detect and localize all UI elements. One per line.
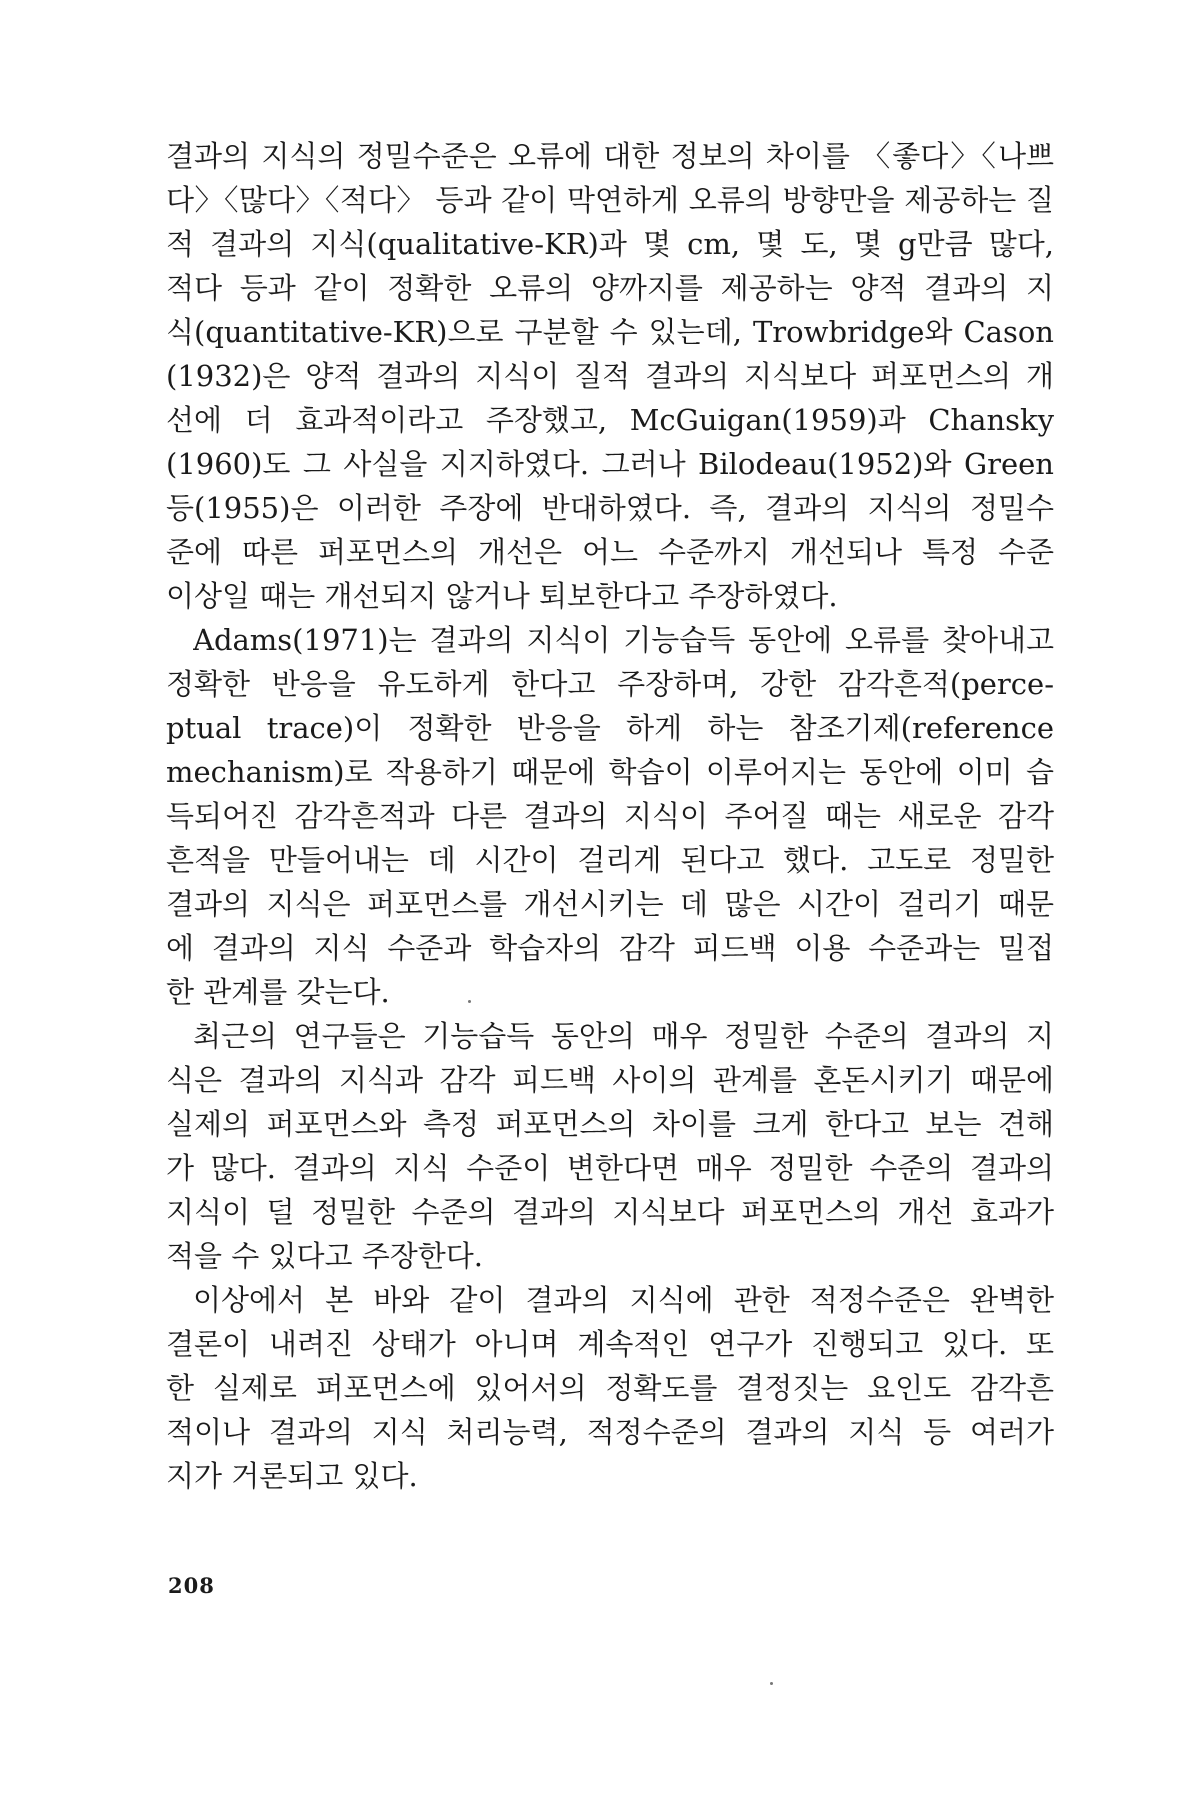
- scan-speck: [468, 1000, 471, 1003]
- text-line: 가 많다. 결과의 지식 수준이 변한다면 매우 정밀한 수준의 결과의: [166, 1151, 1054, 1185]
- text-line: 지식이 덜 정밀한 수준의 결과의 지식보다 퍼포먼스의 개선 효과가: [166, 1195, 1054, 1229]
- text-line: 흔적을 만들어내는 데 시간이 걸리게 된다고 했다. 고도로 정밀한: [166, 843, 1054, 877]
- page-number: 208: [168, 1573, 215, 1598]
- text-line: 적이나 결과의 지식 처리능력, 적정수준의 결과의 지식 등 여러가: [166, 1415, 1054, 1449]
- text-line: 식은 결과의 지식과 감각 피드백 사이의 관계를 혼돈시키기 때문에: [166, 1063, 1054, 1097]
- text-line: 등(1955)은 이러한 주장에 반대하였다. 즉, 결과의 지식의 정밀수: [166, 491, 1054, 525]
- text-line: 적을 수 있다고 주장한다.: [166, 1239, 484, 1273]
- text-line: 최근의 연구들은 기능습득 동안의 매우 정밀한 수준의 결과의 지: [193, 1019, 1054, 1053]
- text-line: 정확한 반응을 유도하게 한다고 주장하며, 강한 감각흔적(perce-: [166, 667, 1054, 701]
- text-line: 선에 더 효과적이라고 주장했고, McGuigan(1959)과 Chansky: [166, 403, 1054, 437]
- text-line: 결과의 지식은 퍼포먼스를 개선시키는 데 많은 시간이 걸리기 때문: [166, 887, 1054, 921]
- text-line: 결론이 내려진 상태가 아니며 계속적인 연구가 진행되고 있다. 또: [166, 1327, 1054, 1361]
- text-line: mechanism)로 작용하기 때문에 학습이 이루어지는 동안에 이미 습: [166, 755, 1054, 789]
- text-line: 지가 거론되고 있다.: [166, 1459, 418, 1493]
- text-line: 결과의 지식의 정밀수준은 오류에 대한 정보의 차이를 〈좋다〉〈나쁘: [166, 139, 1054, 173]
- text-line: 다〉〈많다〉〈적다〉 등과 같이 막연하게 오류의 방향만을 제공하는 질: [166, 183, 1054, 217]
- text-line: (1932)은 양적 결과의 지식이 질적 결과의 지식보다 퍼포먼스의 개: [166, 359, 1054, 393]
- text-line: 한 관계를 갖는다.: [166, 975, 390, 1009]
- text-line: 식(quantitative-KR)으로 구분할 수 있는데, Trowbridge와 Cason: [166, 315, 1054, 349]
- text-line: Adams(1971)는 결과의 지식이 기능습득 동안에 오류를 찾아내고: [193, 623, 1054, 657]
- text-line: 득되어진 감각흔적과 다른 결과의 지식이 주어질 때는 새로운 감각: [166, 799, 1054, 833]
- text-line: (1960)도 그 사실을 지지하였다. 그러나 Bilodeau(1952)와 Green: [166, 447, 1054, 481]
- scan-speck: [770, 1682, 773, 1685]
- text-line: 이상에서 본 바와 같이 결과의 지식에 관한 적정수준은 완벽한: [193, 1283, 1054, 1317]
- text-line: 실제의 퍼포먼스와 측정 퍼포먼스의 차이를 크게 한다고 보는 견해: [166, 1107, 1054, 1141]
- text-line: 이상일 때는 개선되지 않거나 퇴보한다고 주장하였다.: [166, 579, 838, 613]
- text-line: 준에 따른 퍼포먼스의 개선은 어느 수준까지 개선되나 특정 수준: [166, 535, 1054, 569]
- text-line: 적 결과의 지식(qualitative-KR)과 몇 cm, 몇 도, 몇 g만큼 많다,: [166, 227, 1054, 261]
- text-line: 한 실제로 퍼포먼스에 있어서의 정확도를 결정짓는 요인도 감각흔: [166, 1371, 1054, 1405]
- text-line: ptual trace)이 정확한 반응을 하게 하는 참조기제(reference: [166, 711, 1054, 745]
- text-line: 적다 등과 같이 정확한 오류의 양까지를 제공하는 양적 결과의 지: [166, 271, 1054, 305]
- text-line: 에 결과의 지식 수준과 학습자의 감각 피드백 이용 수준과는 밀접: [166, 931, 1054, 965]
